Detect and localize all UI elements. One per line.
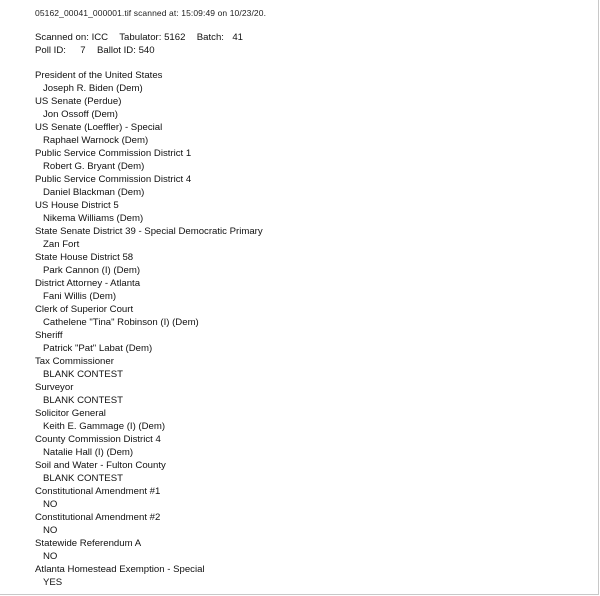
- contest-selection: NO: [43, 499, 58, 510]
- scan-metadata-row-2: [35, 44, 243, 57]
- poll-id-label: Poll ID:: [35, 45, 66, 56]
- poll-id-value: 7: [80, 45, 86, 56]
- contest-selection: NO: [43, 551, 58, 562]
- race-item: [35, 199, 575, 225]
- tabulator-label: Tabulator:: [119, 32, 162, 43]
- contest-selection: Fani Willis (Dem): [43, 291, 117, 302]
- race-item: [35, 485, 575, 511]
- race-item: [35, 251, 575, 277]
- contest-title: State Senate District 39 - Special Democratic Primary: [35, 226, 263, 237]
- contest-selection: BLANK CONTEST: [43, 395, 123, 406]
- contest-selection: Daniel Blackman (Dem): [43, 187, 145, 198]
- contest-selection: NO: [43, 525, 58, 536]
- contest-selection: Raphael Warnock (Dem): [43, 135, 149, 146]
- contest-selection: Park Cannon (I) (Dem): [43, 265, 141, 276]
- scanned-on-label: Scanned on:: [35, 32, 89, 43]
- contest-selection: Joseph R. Biden (Dem): [43, 83, 143, 94]
- contest-title: State House District 58: [35, 252, 134, 263]
- batch-value: 41: [232, 32, 243, 43]
- contest-title: President of the United States: [35, 70, 163, 81]
- race-item: [35, 433, 575, 459]
- race-item: [35, 381, 575, 407]
- contest-title: District Attorney - Atlanta: [35, 278, 141, 289]
- contest-title: Soil and Water - Fulton County: [35, 460, 166, 471]
- contest-title: Clerk of Superior Court: [35, 304, 134, 315]
- race-item: [35, 459, 575, 485]
- contest-title: US Senate (Loeffler) - Special: [35, 122, 163, 133]
- contest-title: Solicitor General: [35, 408, 106, 419]
- contest-title: Sheriff: [35, 330, 63, 341]
- contest-selection: Keith E. Gammage (I) (Dem): [43, 421, 166, 432]
- contest-selection: Natalie Hall (I) (Dem): [43, 447, 134, 458]
- scan-metadata: [35, 31, 243, 57]
- contest-title: Atlanta Homestead Exemption - Special: [35, 564, 205, 575]
- race-item: [35, 225, 575, 251]
- batch-label: Batch:: [196, 32, 224, 43]
- contest-title: US Senate (Perdue): [35, 96, 122, 107]
- race-item: [35, 121, 575, 147]
- contest-title: Tax Commissioner: [35, 356, 114, 367]
- race-list: [35, 69, 575, 589]
- race-item: [35, 329, 575, 355]
- contest-selection: Zan Fort: [43, 239, 80, 250]
- race-item: [35, 147, 575, 173]
- contest-selection: Cathelene "Tina" Robinson (I) (Dem): [43, 317, 199, 328]
- contest-title: Constitutional Amendment #2: [35, 512, 161, 523]
- scan-metadata-row-1: [35, 31, 243, 44]
- contest-title: US House District 5: [35, 200, 119, 211]
- ballot-id-label: Ballot ID:: [96, 45, 136, 56]
- contest-title: Constitutional Amendment #1: [35, 486, 161, 497]
- contest-selection: Robert G. Bryant (Dem): [43, 161, 145, 172]
- contest-title: Surveyor: [35, 382, 74, 393]
- race-item: [35, 407, 575, 433]
- contest-selection: Jon Ossoff (Dem): [43, 109, 118, 120]
- contest-selection: YES: [43, 577, 63, 588]
- ballot-id-value: 540: [138, 45, 155, 56]
- race-item: [35, 95, 575, 121]
- scanned-on-value: ICC: [91, 32, 109, 43]
- tabulator-value: 5162: [164, 32, 186, 43]
- race-item: [35, 355, 575, 381]
- race-item: [35, 277, 575, 303]
- contest-selection: Patrick "Pat" Labat (Dem): [43, 343, 153, 354]
- contest-title: Public Service Commission District 4: [35, 174, 192, 185]
- race-item: [35, 563, 575, 589]
- contest-title: Public Service Commission District 1: [35, 148, 192, 159]
- contest-selection: BLANK CONTEST: [43, 369, 123, 380]
- scan-file-line: 05162_00041_000001.tif scanned at: 15:09:49 on 10/23/20.: [35, 8, 267, 18]
- race-item: [35, 537, 575, 563]
- contest-title: County Commission District 4: [35, 434, 161, 445]
- race-item: [35, 173, 575, 199]
- race-item: [35, 303, 575, 329]
- race-item: [35, 511, 575, 537]
- contest-title: Statewide Referendum A: [35, 538, 142, 549]
- contest-selection: BLANK CONTEST: [43, 473, 123, 484]
- race-item: [35, 69, 575, 95]
- contest-selection: Nikema Williams (Dem): [43, 213, 144, 224]
